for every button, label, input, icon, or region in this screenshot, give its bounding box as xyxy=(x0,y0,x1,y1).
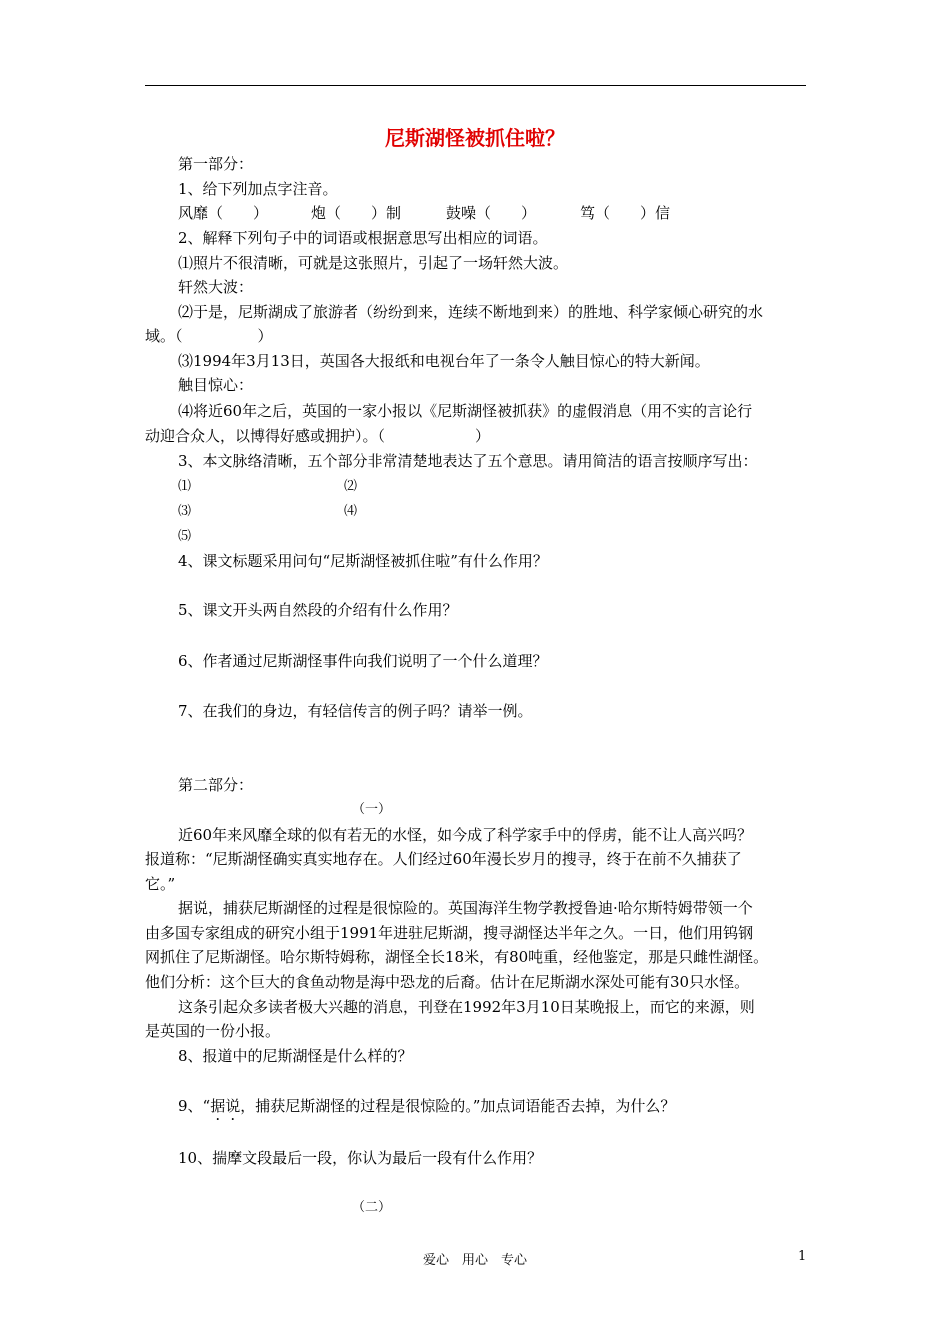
header-rule xyxy=(145,85,806,86)
question-10: 10、揣摩文段最后一段，你认为最后一段有什么作用？ xyxy=(178,1149,543,1167)
term-3: 触目惊心： xyxy=(178,376,254,394)
para-3a: 这条引起众多读者极大兴趣的消息，刊登在1992年3月10日某晚报上，而它的来源，则 xyxy=(178,998,755,1016)
footer-slogan: 爱心 用心 专心 xyxy=(422,1253,527,1268)
q9-dotted-char-1: 据 xyxy=(210,1097,226,1115)
sentence-4b: 动迎合众人，以博得好感或拥护）。（ ） xyxy=(145,427,491,445)
question-1: 1、给下列加点字注音。 xyxy=(178,180,338,198)
para-2d: 他们分析：这个巨大的食鱼动物是海中恐龙的后裔。估计在尼斯湖水深处可能有30只水怪。 xyxy=(145,973,750,991)
part1-heading: 第一部分： xyxy=(178,155,254,173)
sentence-2b: 域。（ ） xyxy=(145,327,273,345)
para-1b: 报道称：“尼斯湖怪确实真实地存在。人们经过60年漫长岁月的搜寻，终于在前不久捕获了 xyxy=(145,850,742,868)
q3-item-2: ⑵ xyxy=(344,479,358,494)
sentence-4a: ⑷将近60年之后，英国的一家小报以《尼斯湖怪被抓获》的虚假消息（用不实的言论行 xyxy=(178,402,753,420)
q9-rest: ，捕获尼斯湖怪的过程是很惊险的。”加点词语能否去掉，为什么？ xyxy=(240,1097,676,1115)
q9-dotted-char-2: 说 xyxy=(225,1097,241,1115)
part2-heading: 第二部分： xyxy=(178,776,254,794)
question-2: 2、解释下列句子中的词语或根据意思写出相应的词语。 xyxy=(178,229,548,247)
q3-item-4: ⑷ xyxy=(344,504,358,519)
question-4: 4、课文标题采用问句“尼斯湖怪被抓住啦”有什么作用？ xyxy=(178,552,548,570)
section-2-label: （二） xyxy=(352,1200,392,1215)
q3-item-5: ⑸ xyxy=(178,529,192,544)
page-title: 尼斯湖怪被抓住啦？ xyxy=(385,126,565,150)
question-9 xyxy=(178,1096,675,1116)
question-5: 5、课文开头两自然段的介绍有什么作用？ xyxy=(178,601,458,619)
question-8: 8、报道中的尼斯湖怪是什么样的？ xyxy=(178,1047,413,1065)
para-2c: 网抓住了尼斯湖怪。哈尔斯特姆称，湖怪全长18米，有80吨重，经他鉴定，那是只雌性湖怪。 xyxy=(145,948,769,966)
question-3: 3、本文脉络清晰，五个部分非常清楚地表达了五个意思。请用简洁的语言按顺序写出： xyxy=(178,452,758,470)
q1-item-3: 鼓噪（ ） xyxy=(446,204,537,222)
para-2a: 据说，捕获尼斯湖怪的过程是很惊险的。英国海洋生物学教授鲁迪·哈尔斯特姆带领一个 xyxy=(178,899,753,917)
q1-item-1: 风靡（ ） xyxy=(178,204,269,222)
q3-item-1: ⑴ xyxy=(178,479,192,494)
para-1a: 近60年来风靡全球的似有若无的水怪，如今成了科学家手中的俘虏，能不让人高兴吗？ xyxy=(178,826,753,844)
para-1c: 它。” xyxy=(145,875,176,893)
page-number: 1 xyxy=(798,1249,807,1264)
sentence-2a: ⑵于是，尼斯湖成了旅游者（纷纷到来，连续不断地到来）的胜地、科学家倾心研究的水 xyxy=(178,303,764,321)
para-3b: 是英国的一份小报。 xyxy=(145,1022,281,1040)
para-2b: 由多国专家组成的研究小组于1991年进驻尼斯湖，搜寻湖怪达半年之久。一日，他们用钨钢 xyxy=(145,924,754,942)
q9-prefix: 9、“ xyxy=(178,1097,211,1115)
q1-item-2: 炮（ ）制 xyxy=(311,204,402,222)
section-1-label: （一） xyxy=(352,802,392,817)
q3-item-3: ⑶ xyxy=(178,504,192,519)
sentence-1: ⑴照片不很清晰，可就是这张照片，引起了一场轩然大波。 xyxy=(178,254,569,272)
question-7: 7、在我们的身边，有轻信传言的例子吗？请举一例。 xyxy=(178,702,533,720)
sentence-3: ⑶1994年3月13日，英国各大报纸和电视台年了一条令人触目惊心的特大新闻。 xyxy=(178,352,710,370)
question-6: 6、作者通过尼斯湖怪事件向我们说明了一个什么道理？ xyxy=(178,652,548,670)
term-1: 轩然大波： xyxy=(178,278,254,296)
q1-item-4: 笃（ ）信 xyxy=(580,204,671,222)
